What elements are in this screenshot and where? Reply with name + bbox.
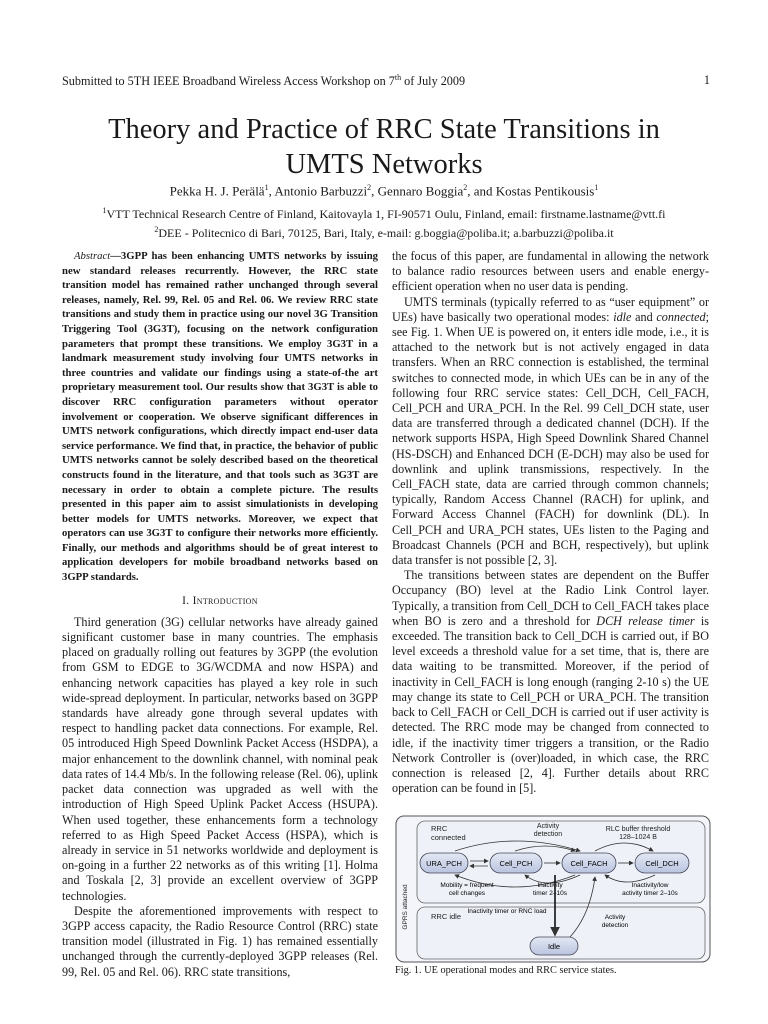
page-number: 1 [703,73,710,87]
activity-label: Activity [536,823,560,830]
left-column [62,249,378,980]
abstract-label: Abstract [74,250,111,262]
affiliation-line: $^1$VTT Technical Research Centre of Finland, Kaitovayla 1, FI-90571 Oulu, Finland, email: firstname.lastname@vtt.fi [102,206,666,221]
state-label-cell-dch: Cell_DCH [645,859,679,868]
author-name: Kostas Pentikousis [495,183,595,199]
state-label-cell-fach: Cell_FACH [570,859,608,868]
state-label-idle: Idle [547,942,561,951]
author-name: Pekka H. J. Perälä [169,183,265,199]
inactivity-label-2: Inactivity/low [631,882,669,889]
section-heading: I. Introduction [182,594,258,607]
rrc-state-diagram [395,815,711,963]
inactivity-label-2b: activity timer 2–10s [622,890,678,897]
state-label-cell-pch: Cell_PCH [499,859,533,868]
state-label-ura-pch: URA_PCH [426,859,462,868]
gprs-attached-label: GPRS attached [402,884,409,930]
right-column [392,249,709,796]
author-list: Pekka H. J. Perälä$^1$, Antonio Barbuzzi$^2$, Gennaro Boggia$^2$, and Kostas Pentikousis$^1$ [169,183,599,199]
rrc-idle-label: RRC idle [431,912,462,921]
inactivity-label-1: Inactivity [537,882,563,889]
body-paragraph-3: The transitions between states are dependent on the Buffer Occupancy (BO) level at the Radio Link Control layer. Typically, a transition from Cell_DCH to Cell_FACH takes place when BO is zero and a threshold for DCH release timer is exceeded. The transition back to Cell_DCH is carried out, if BO level exceeds a threshold value for a set time, that is, there are data waiting to be transmitted. Moreover, if the period of inactivity in Cell_FACH is long enough (ranging 2-10 s) the UE may change its state to Cell_PCH or URA_PCH. The transition back to Cell_FACH or Cell_DCH is carried out if user activity is detected. The RRC mode may be changed from connected to idle, if the inactivity timer triggers a transition, or the Radio Network Controller is (over)loaded, in which case, the RRC connection is released [2, 4]. Further details about RRC operation can be found in [5]. [392,568,709,796]
affiliations [40,203,728,241]
author-name: Antonio Barbuzzi [274,183,368,199]
rrc-connected-label-2: connected [431,833,466,842]
paper-title: Theory and Practice of RRC State Transitions in UMTS Networks [108,114,660,180]
rrc-connected-label: RRC [431,824,448,833]
author-name: Gennaro Boggia [377,183,464,199]
body-paragraph-1: the focus of this paper, are fundamental in allowing the network to balance radio resources between users and enable energy-efficient operation when no user data is pending. [392,249,709,294]
intro-paragraph-1: Third generation (3G) cellular networks have already gained significant customer base in many countries. The emphasis placed on gradually rolling out features by 3GPP (the evolution from GSM to EDGE to 3G/WCDMA and now HSPA) and enhancing network capacities has played a key role in such wide-spread deployment. In particular, networks based on 3GPP standards have already gone through several updates with respect to handling packet data connections. For example, Rel. 05 introduced High Speed Downlink Packet Access (HSDPA), a major enhancement to the downlink channel, with nominal peak data rates of 14.4 Mb/s. In the following release (Rel. 06), uplink packet data connection was upgraded as well with the introduction of High Speed Uplink Packet Access (HSUPA). When used together, these enhancements form a technology referred to as High Speed Packet Access (HSPA), which is already in service in 51 networks worldwide and deployment is on-going in a further 22 networks as of this writing [1]. Holma and Toskala [2, 3] provide an excellent overview of 3GPP technologies. [62,614,378,903]
intro-paragraph-2: Despite the aforementioned improvements with respect to 3GPP access capacity, the Radio Resource Control (RRC) state transition model (illustrated in Fig. 1) has remained essentially unchanged through the currently-deployed 3GPP releases (Rel. 99, Rel. 05 and Rel. 06). RRC state transitions, [62,903,378,979]
submission-note: Submitted to 5TH IEEE Broadband Wireless Access Workshop on 7th of July 2009 [62,73,466,89]
activity-detection-2: Activity [604,914,626,921]
activity-label-2: detection [533,831,563,838]
affiliation-line: $^2$DEE - Politecnico di Bari, 70125, Bari, Italy, e-mail: g.boggia@poliba.it; a.barbuzzi@poliba.it [154,225,614,240]
rlc-label-2: 128–1024 B [619,834,657,841]
figure-caption: Fig. 1. UE operational modes and RRC service states. [395,965,617,976]
body-paragraph-2: UMTS terminals (typically referred to as “user equipment” or UEs) have basically two operational modes: idle and connected; see Fig. 1. When UE is powered on, it enters idle mode, i.e., it is attached to the network but is not actively engaged in data transfers. When an RRC connection is established, the terminal switches to connected mode, in which UEs can be in any of the following four RRC service states: Cell_DCH, Cell_FACH, Cell_PCH and URA_PCH. In the Rel. 99 Cell_DCH state, user data are transferred through a dedicated channel (DCH). If the network supports HSPA, High Speed Downlink Shared Channel (HS-DSCH) and Enhanced DCH (E-DCH) may also be used for downlink and uplink transmissions, respectively. In the Cell_FACH state, data are carried through common channels; typically, Random Access Channel (RACH) for uplink, and Forward Access Channel (FACH) for downlink (DL). In Cell_PCH and URA_PCH states, UEs listen to the Paging and Broadcast Channels (PCH and BCH, respectively), but uplink data transfer is not possible [2, 3]. [392,294,709,568]
rlc-label: RLC buffer threshold [605,826,671,833]
activity-detection-2b: detection [601,922,629,929]
abstract-text: —3GPP has been enhancing UMTS networks by issuing new standard releases recurrently. However, the RRC state transition model has remained rather unchanged through several releases, namely, Rel. 99, Rel. 05 and Rel. 06. We review RRC state transitions and study them in practice using our novel 3G Transition Triggering Tool (3G3T), focusing on the network configuration parameters that prompt these transitions. We employ 3G3T in a landmark measurement study involving four UMTS networks in three countries and validate our findings using a state-of-the art proprietary measurement tool. Our results show that 3G3T is able to discover RRC configuration parameters without operator involvement or cooperation. We observe significant differences in UMTS network configurations, which directly impact end-user data service performance. We find that, in practice, the behavior of public UMTS networks cannot be solely described based on the theoretical constructs found in the literature, and that tools such as 3G3T are necessary in order to obtain a complete picture. The results presented in this paper aim to assist simulationists in developing better models for UMTS networks. Moreover, we expect that operators can use 3G3T to configure their networks more efficiently. Finally, our methods and algorithms should be of great interest to application developers for mobile broadband networks based on 3GPP standards. [62,250,378,584]
running-header [62,73,710,89]
inactivity-label-1b: timer 2–10s [533,890,567,897]
abstract [62,249,378,585]
inactivity-rnc-label: Inactivity timer or RNC load [467,908,547,915]
mobility-label-2: cell changes [448,890,486,897]
mobility-label: Mobility = frequent [440,882,494,889]
